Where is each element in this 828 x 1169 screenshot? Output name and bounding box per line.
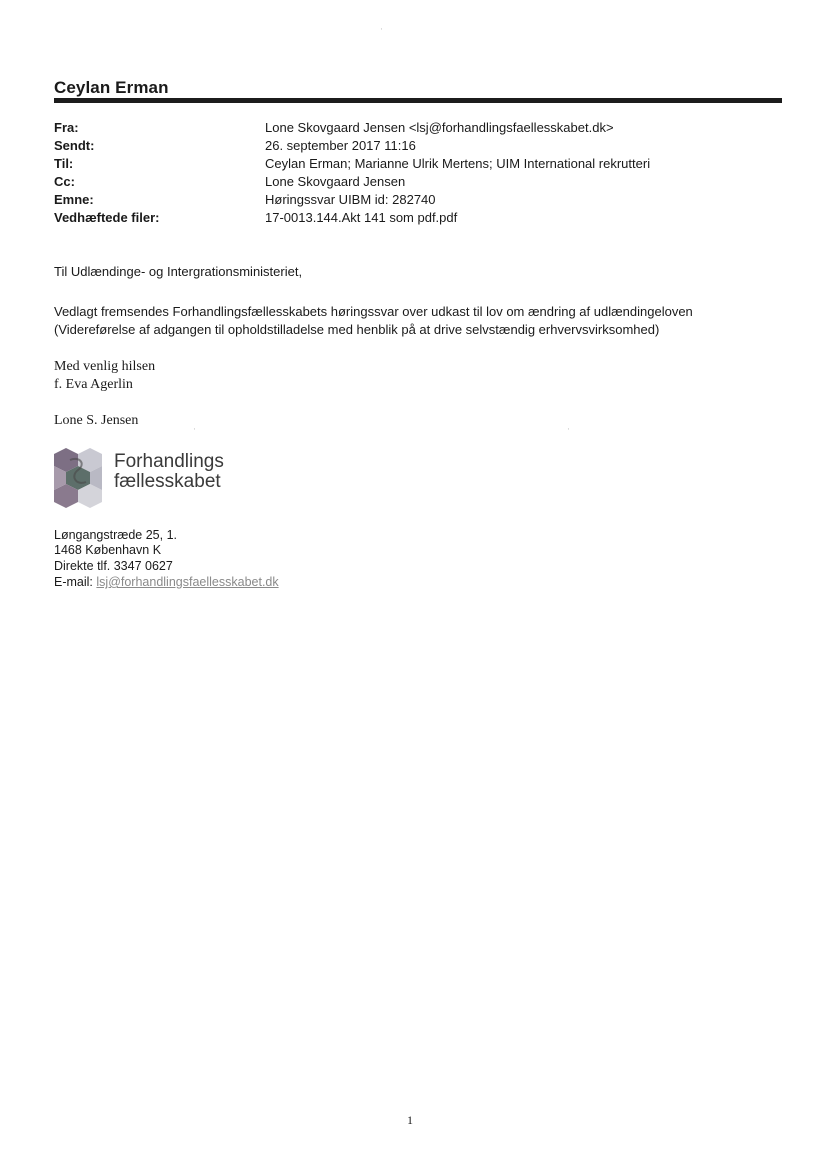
address-email-row	[54, 575, 279, 590]
meta-label-from: Fra:	[54, 120, 79, 135]
body-paragraph-line-2: (Videreførelse af adgangen til opholdstilladelse med henblik på at drive selvstændig erhvervsvirksomhed)	[54, 322, 660, 337]
scan-speck: ·	[193, 424, 196, 434]
header-divider	[54, 98, 782, 103]
meta-label-cc: Cc:	[54, 174, 75, 189]
meta-label-subject: Emne:	[54, 192, 94, 207]
meta-value-subject: Høringssvar UIBM id: 282740	[265, 192, 436, 207]
page-number: 1	[407, 1113, 413, 1127]
scan-speck: ·	[380, 24, 383, 34]
signed-for: f. Eva Agerlin	[54, 377, 133, 392]
meta-value-sent: 26. september 2017 11:16	[265, 138, 416, 153]
closing: Med venlig hilsen	[54, 359, 156, 374]
address-phone: Direkte tlf. 3347 0627	[54, 559, 173, 573]
meta-label-sent: Sendt:	[54, 138, 95, 153]
meta-label-to: Til:	[54, 156, 74, 171]
meta-value-from: Lone Skovgaard Jensen <lsj@forhandlingsfaellesskabet.dk>	[265, 120, 614, 135]
hexagon-logo-icon	[52, 446, 108, 510]
signature-name: Lone S. Jensen	[54, 413, 139, 428]
meta-value-attachments: 17-0013.144.Akt 141 som pdf.pdf	[265, 210, 458, 225]
address-email-label: E-mail:	[54, 575, 93, 589]
address-email-link[interactable]: lsj@forhandlingsfaellesskabet.dk	[96, 575, 279, 589]
logo-line-2: fællesskabet	[114, 471, 221, 492]
greeting: Til Udlændinge- og Intergrationsministeriet,	[54, 264, 303, 279]
address-street: Løngangstræde 25, 1.	[54, 528, 177, 542]
company-logo	[52, 446, 252, 510]
meta-value-cc: Lone Skovgaard Jensen	[265, 174, 406, 189]
meta-label-attachments: Vedhæftede filer:	[54, 210, 160, 225]
meta-value-to: Ceylan Erman; Marianne Ulrik Mertens; UIM International rekrutteri	[265, 156, 651, 171]
email-header-name: Ceylan Erman	[54, 78, 169, 97]
logo-line-1: Forhandlings	[114, 451, 224, 472]
scan-speck: ·	[567, 424, 570, 434]
logo-wordmark	[114, 452, 224, 492]
body-paragraph-line-1: Vedlagt fremsendes Forhandlingsfællesskabets høringssvar over udkast til lov om ændring af udlændingeloven	[54, 304, 693, 319]
address-city: 1468 København K	[54, 543, 162, 557]
